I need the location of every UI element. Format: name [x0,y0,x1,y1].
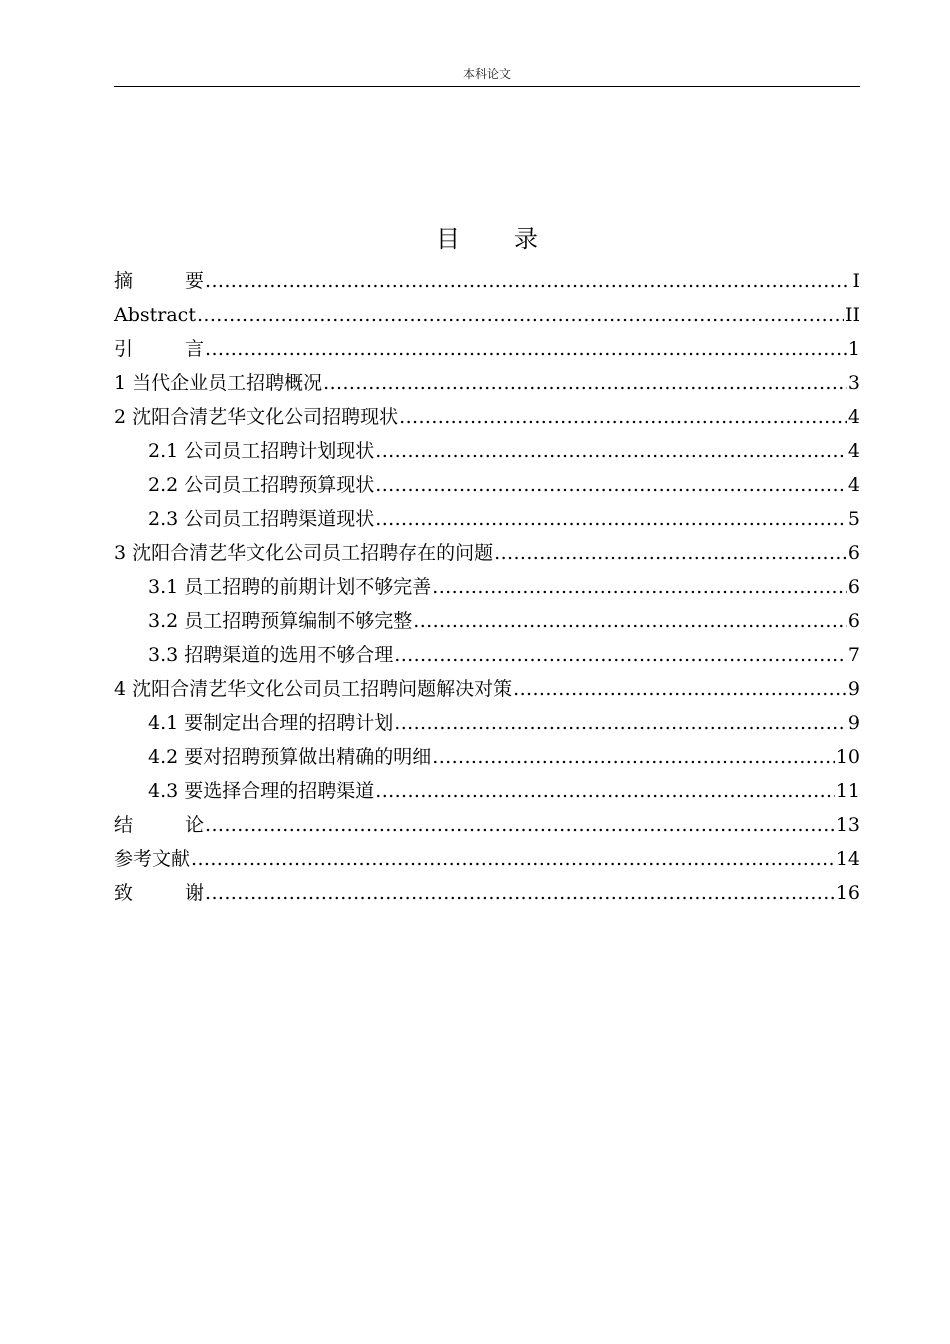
toc-entry-page-number: 4 [847,440,860,462]
toc-list [114,264,860,910]
header-rule [114,86,860,87]
toc-dot-leader [432,570,847,604]
toc-dot-leader [323,366,847,400]
toc-entry[interactable] [114,400,860,434]
toc-entry[interactable] [114,876,860,910]
toc-entry-page-number: 9 [847,678,860,700]
toc-entry-page-number: 10 [835,746,860,768]
toc-entry[interactable] [114,434,860,468]
toc-entry-page-number: 7 [847,644,860,666]
toc-dot-leader [205,808,835,842]
toc-entry-page-number: 4 [847,406,860,428]
toc-entry-label: 致 谢 [114,882,204,904]
toc-entry[interactable] [114,298,860,332]
toc-entry-label: 2.2 公司员工招聘预算现状 [148,474,375,496]
toc-entry-page-number: II [844,304,860,326]
toc-entry-page-number: 6 [847,610,860,632]
toc-entry[interactable] [114,332,860,366]
toc-entry-label: 4.2 要对招聘预算做出精确的明细 [148,746,432,768]
toc-dot-leader [375,774,835,808]
toc-entry[interactable] [114,774,860,808]
toc-entry-label: 1 当代企业员工招聘概况 [114,372,323,394]
toc-entry[interactable] [114,672,860,706]
toc-entry[interactable] [114,808,860,842]
toc-entry-page-number: 5 [847,508,860,530]
toc-entry-label: 参考文献 [114,848,191,870]
toc-entry-label: 4.3 要选择合理的招聘渠道 [148,780,375,802]
toc-entry-page-number: 6 [847,576,860,598]
toc-entry-page-number: 16 [835,882,860,904]
toc-entry-label: 摘 要 [114,270,204,292]
toc-dot-leader [494,536,847,570]
toc-entry[interactable] [114,604,860,638]
toc-dot-leader [375,434,847,468]
toc-dot-leader [205,876,835,910]
toc-entry[interactable] [114,536,860,570]
toc-entry-label: 2 沈阳合清艺华文化公司招聘现状 [114,406,399,428]
toc-dot-leader [394,638,847,672]
toc-entry-page-number: 11 [835,780,860,802]
toc-entry-label: 2.1 公司员工招聘计划现状 [148,440,375,462]
toc-entry[interactable] [114,468,860,502]
toc-dot-leader [375,468,847,502]
toc-entry[interactable] [114,366,860,400]
toc-dot-leader [399,400,847,434]
toc-entry[interactable] [114,570,860,604]
toc-title-part2: 录 [514,225,538,253]
toc-entry-label: 结 论 [114,814,204,836]
toc-dot-leader [513,672,847,706]
toc-entry-page-number: 1 [847,338,860,360]
toc-dot-leader [197,298,844,332]
toc-entry-page-number: 4 [847,474,860,496]
page-header: 本科论文 [462,67,511,81]
toc-entry-label: 2.3 公司员工招聘渠道现状 [148,508,375,530]
toc-entry[interactable] [114,264,860,298]
toc-entry-label: 引 言 [114,338,204,360]
toc-dot-leader [191,842,835,876]
toc-entry-label: 3.2 员工招聘预算编制不够完整 [148,610,413,632]
toc-entry-page-number: 9 [847,712,860,734]
toc-entry[interactable] [114,740,860,774]
toc-entry-page-number: 13 [835,814,860,836]
toc-entry-page-number: 6 [847,542,860,564]
toc-entry-page-number: 14 [835,848,860,870]
toc-entry[interactable] [114,706,860,740]
toc-entry-label: Abstract [114,304,196,326]
toc-title-part1: 目 [436,225,460,253]
toc-entry-label: 3.3 招聘渠道的选用不够合理 [148,644,394,666]
toc-entry-page-number: I [852,270,860,292]
toc-entry-label: 4.1 要制定出合理的招聘计划 [148,712,394,734]
toc-entry-page-number: 3 [847,372,860,394]
toc-dot-leader [375,502,847,536]
toc-entry-label: 3.1 员工招聘的前期计划不够完善 [148,576,432,598]
toc-entry[interactable] [114,638,860,672]
toc-dot-leader [205,264,851,298]
toc-title [114,222,860,256]
toc-dot-leader [394,706,847,740]
toc-dot-leader [413,604,847,638]
toc-dot-leader [432,740,835,774]
toc-entry[interactable] [114,502,860,536]
toc-entry-label: 3 沈阳合清艺华文化公司员工招聘存在的问题 [114,542,494,564]
toc-entry-label: 4 沈阳合清艺华文化公司员工招聘问题解决对策 [114,678,513,700]
toc-dot-leader [205,332,847,366]
toc-entry[interactable] [114,842,860,876]
